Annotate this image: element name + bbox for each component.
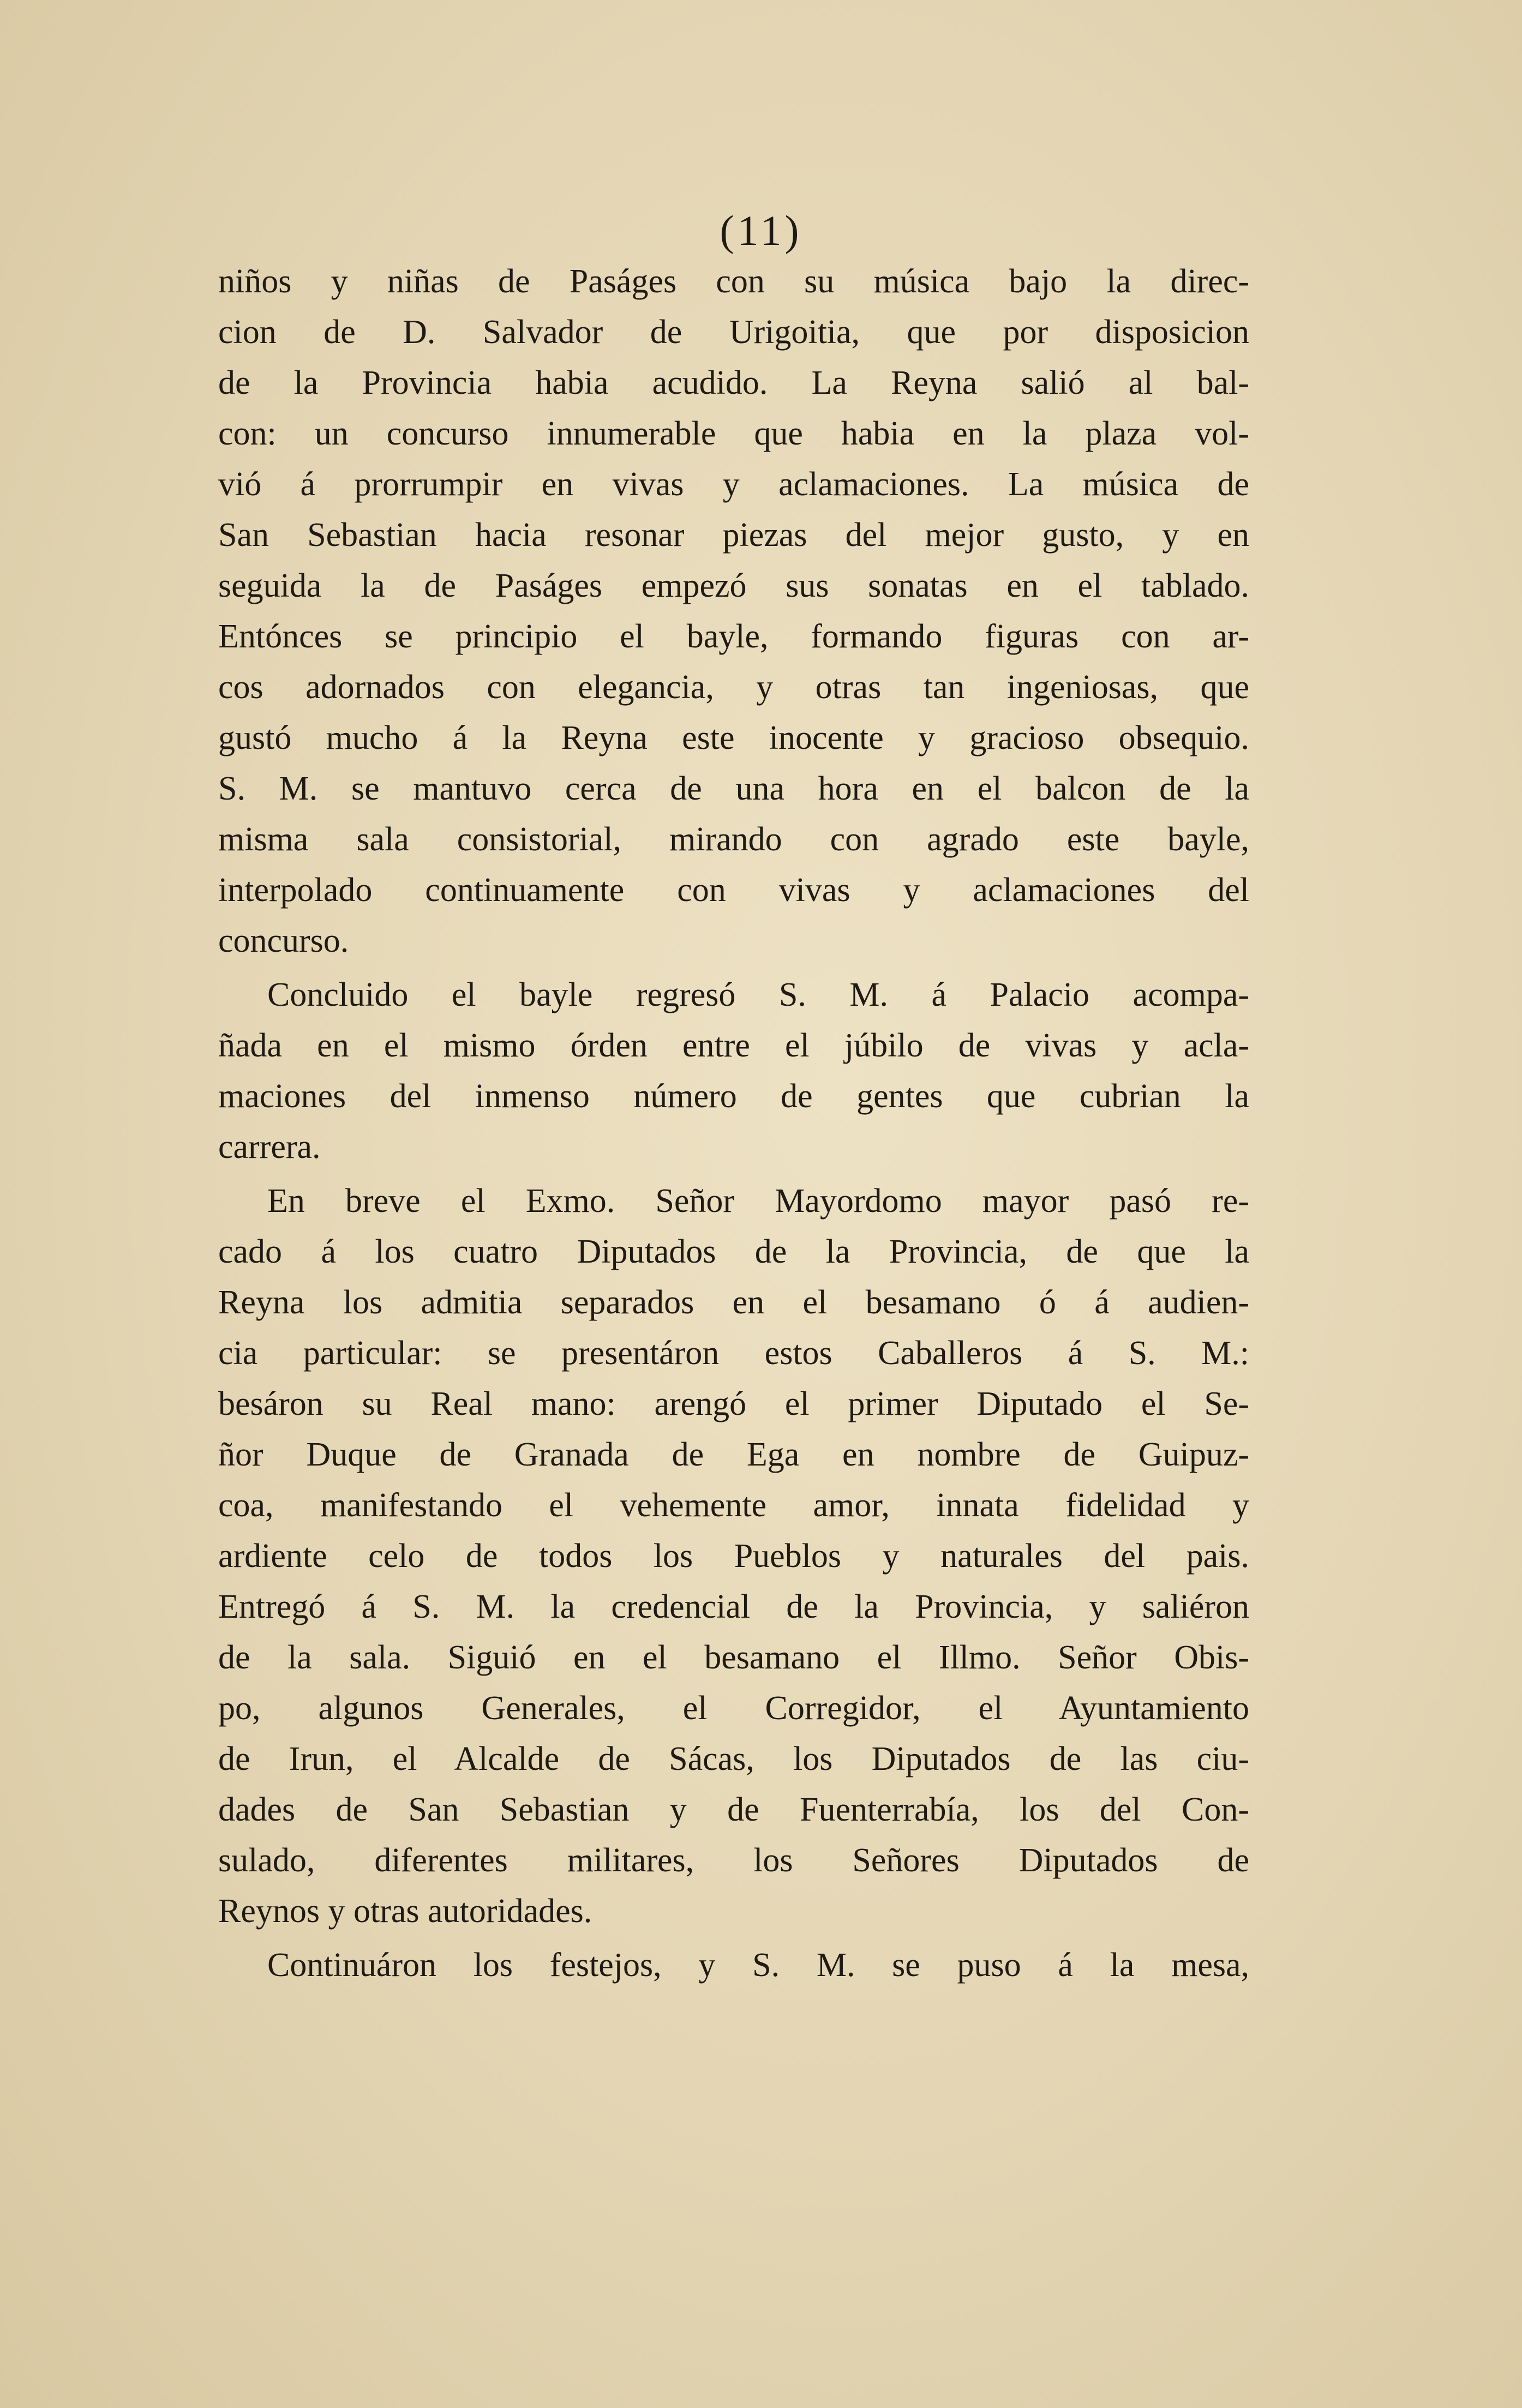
text-line: concurso. [218, 922, 349, 959]
text-line: dades de San Sebastian y de Fuenterrabía, los del Con- [218, 1791, 1249, 1828]
body-text [218, 256, 1249, 1991]
text-line: cion de D. Salvador de Urigoitia, que por disposicion [218, 314, 1249, 351]
text-line: ñada en el mismo órden entre el júbilo de vivas y acla- [218, 1027, 1249, 1064]
text-line: besáron su Real mano: arengó el primer Diputado el Se- [218, 1385, 1249, 1422]
paragraph [218, 256, 1249, 966]
text-line: Concluido el bayle regresó S. M. á Palacio acompa- [267, 976, 1249, 1013]
text-line: sulado, diferentes militares, los Señores Diputados de [218, 1842, 1249, 1879]
text-line: misma sala consistorial, mirando con agrado este bayle, [218, 821, 1249, 858]
text-line: maciones del inmenso número de gentes que cubrian la [218, 1078, 1249, 1115]
text-line: con: un concurso innumerable que habia en la plaza vol- [218, 415, 1249, 452]
text-line: coa, manifestando el vehemente amor, innata fidelidad y [218, 1487, 1249, 1524]
text-line: interpolado continuamente con vivas y aclamaciones del [218, 872, 1249, 909]
text-line: ñor Duque de Granada de Ega en nombre de Guipuz- [218, 1436, 1249, 1473]
text-line: Entregó á S. M. la credencial de la Provincia, y saliéron [218, 1588, 1249, 1625]
text-line: seguida la de Paságes empezó sus sonatas en el tablado. [218, 567, 1249, 604]
page-number: (11) [720, 207, 802, 254]
text-line: En breve el Exmo. Señor Mayordomo mayor pasó re- [267, 1182, 1249, 1220]
text-line: po, algunos Generales, el Corregidor, el Ayuntamiento [218, 1690, 1249, 1727]
text-line: gustó mucho á la Reyna este inocente y gracioso obsequio. [218, 719, 1249, 756]
text-line: niños y niñas de Paságes con su música bajo la direc- [218, 263, 1249, 300]
text-line: de Irun, el Alcalde de Sácas, los Diputados de las ciu- [218, 1740, 1249, 1778]
text-line: Continuáron los festejos, y S. M. se puso á la mesa, [267, 1947, 1249, 1984]
text-line: S. M. se mantuvo cerca de una hora en el balcon de la [218, 770, 1249, 807]
text-line: de la sala. Siguió en el besamano el Illmo. Señor Obis- [218, 1639, 1249, 1676]
text-line: Reyna los admitia separados en el besamano ó á audien- [218, 1284, 1249, 1321]
text-line: de la Provincia habia acudido. La Reyna salió al bal- [218, 364, 1249, 401]
paragraph [218, 970, 1249, 1173]
text-line: cos adornados con elegancia, y otras tan ingeniosas, que [218, 669, 1249, 706]
paragraph [218, 1176, 1249, 1937]
text-line: Entónces se principio el bayle, formando figuras con ar- [218, 618, 1249, 655]
text-line: Reynos y otras autoridades. [218, 1893, 592, 1930]
text-line: vió á prorrumpir en vivas y aclamaciones. La música de [218, 466, 1249, 503]
text-line: carrera. [218, 1128, 321, 1166]
text-line: San Sebastian hacia resonar piezas del mejor gusto, y en [218, 517, 1249, 554]
paragraph [218, 1940, 1249, 1991]
text-line: cado á los cuatro Diputados de la Provincia, de que la [218, 1233, 1249, 1270]
text-line: ardiente celo de todos los Pueblos y naturales del pais. [218, 1538, 1249, 1575]
text-line: cia particular: se presentáron estos Caballeros á S. M.: [218, 1335, 1249, 1372]
